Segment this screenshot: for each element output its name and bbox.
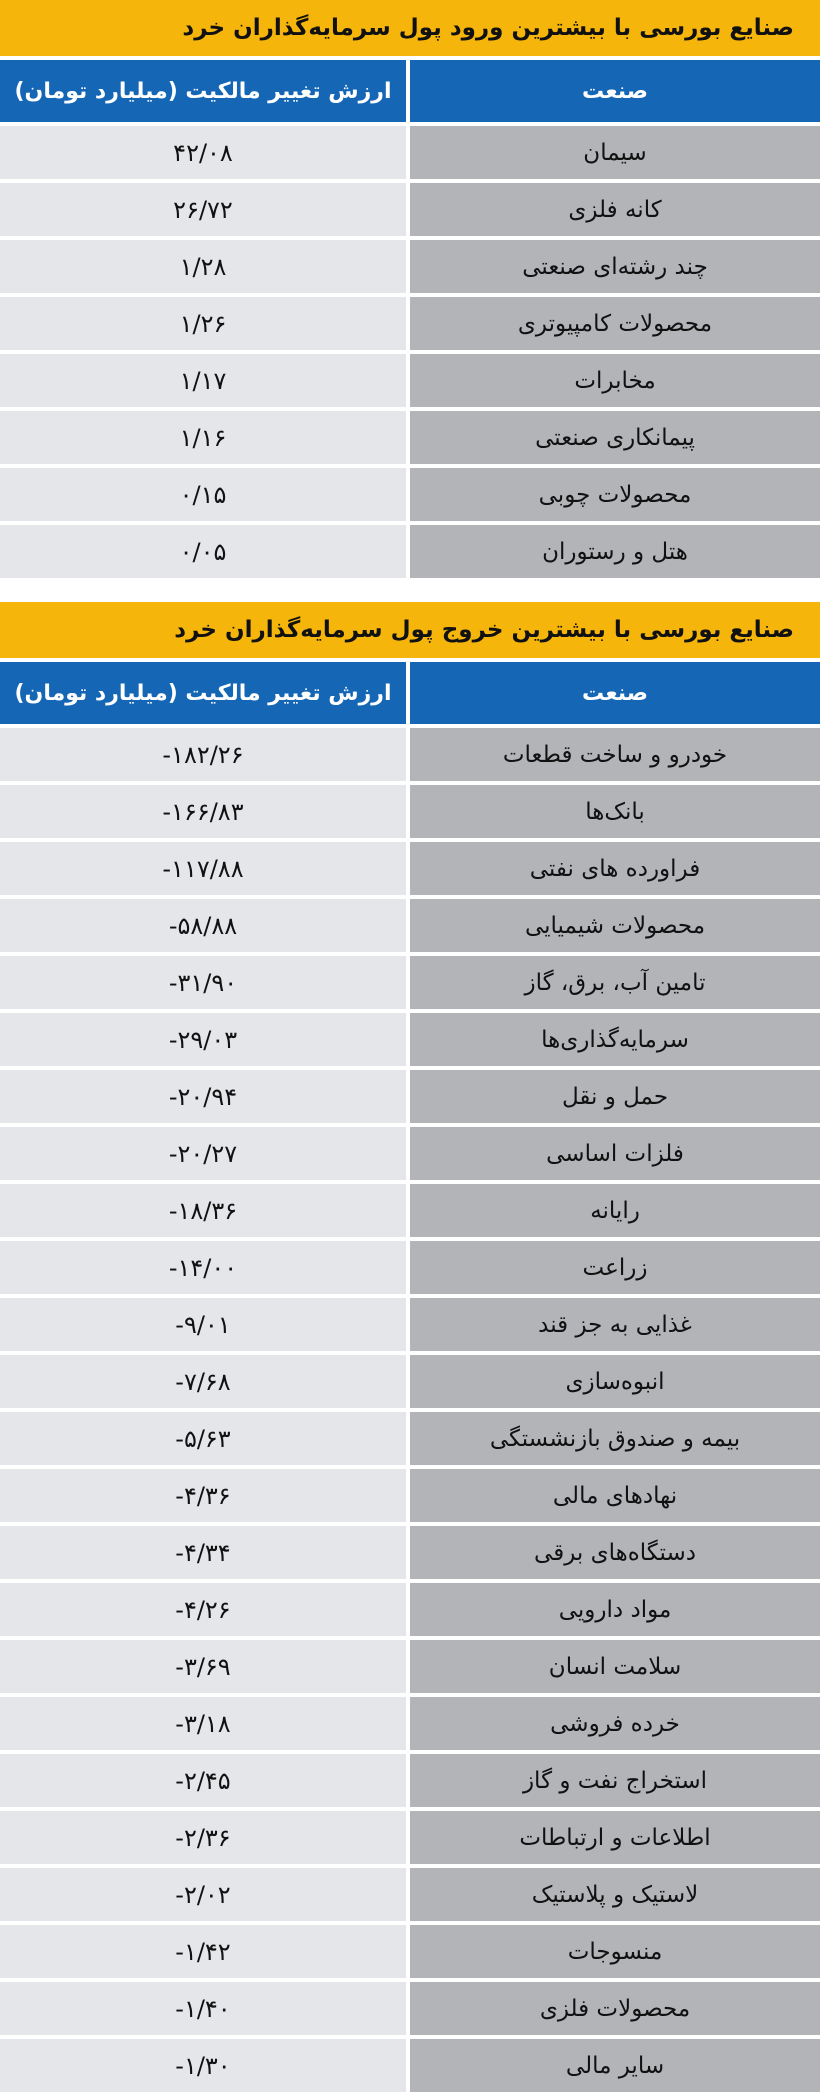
table-row: [0, 1355, 820, 1408]
table-row: [0, 126, 820, 179]
industry-cell: محصولات شیمیایی: [410, 899, 820, 952]
table-row: [0, 785, 820, 838]
table-row: [0, 1184, 820, 1237]
industry-cell: زراعت: [410, 1241, 820, 1294]
industry-cell: خرده فروشی: [410, 1697, 820, 1750]
industry-cell: هتل و رستوران: [410, 525, 820, 578]
table-row: [0, 728, 820, 781]
table-row: [0, 842, 820, 895]
value-cell: ۱/۲۶: [0, 297, 406, 350]
industry-cell: محصولات کامپیوتری: [410, 297, 820, 350]
value-cell: ۲۶/۷۲: [0, 183, 406, 236]
table-row: [0, 1070, 820, 1123]
value-cell: -۳/۶۹: [0, 1640, 406, 1693]
outflow-table-header: [0, 662, 820, 724]
industry-cell: مواد دارویی: [410, 1583, 820, 1636]
industry-cell: پیمانکاری صنعتی: [410, 411, 820, 464]
value-cell: -۳۱/۹۰: [0, 956, 406, 1009]
value-cell: ۰/۱۵: [0, 468, 406, 521]
industry-cell: لاستیک و پلاستیک: [410, 1868, 820, 1921]
value-cell: -۲۹/۰۳: [0, 1013, 406, 1066]
value-cell: ۱/۱۶: [0, 411, 406, 464]
value-cell: -۲/۳۶: [0, 1811, 406, 1864]
industry-cell: خودرو و ساخت قطعات: [410, 728, 820, 781]
inflow-table-title: صنایع بورسی با بیشترین ورود پول سرمایه‌گذاران خرد: [0, 0, 820, 56]
table-row: [0, 1925, 820, 1978]
industry-cell: تامین آب، برق، گاز: [410, 956, 820, 1009]
industry-cell: فلزات اساسی: [410, 1127, 820, 1180]
value-cell: -۴/۳۶: [0, 1469, 406, 1522]
table-row: [0, 1583, 820, 1636]
value-cell: -۱/۳۰: [0, 2039, 406, 2092]
table-row: [0, 183, 820, 236]
industry-cell: سایر مالی: [410, 2039, 820, 2092]
inflow-table-header: [0, 60, 820, 122]
table-row: [0, 1868, 820, 1921]
value-cell: -۱۸/۳۶: [0, 1184, 406, 1237]
value-cell: -۷/۶۸: [0, 1355, 406, 1408]
value-cell: -۲۰/۹۴: [0, 1070, 406, 1123]
table-row: [0, 1811, 820, 1864]
value-column-header: ارزش تغییر مالکیت (میلیارد تومان): [0, 662, 406, 724]
inflow-table: [0, 0, 820, 588]
industry-cell: اطلاعات و ارتباطات: [410, 1811, 820, 1864]
industry-cell: فراورده های نفتی: [410, 842, 820, 895]
table-row: [0, 354, 820, 407]
table-row: [0, 525, 820, 578]
table-row: [0, 1640, 820, 1693]
outflow-table-title: صنایع بورسی با بیشترین خروج پول سرمایه‌گذاران خرد: [0, 602, 820, 658]
table-row: [0, 1526, 820, 1579]
value-cell: -۱۶۶/۸۳: [0, 785, 406, 838]
table-row: [0, 1013, 820, 1066]
value-cell: -۲/۴۵: [0, 1754, 406, 1807]
industry-column-header: صنعت: [410, 662, 820, 724]
value-cell: -۴/۲۶: [0, 1583, 406, 1636]
industry-cell: نهادهای مالی: [410, 1469, 820, 1522]
table-row: [0, 899, 820, 952]
value-cell: -۱۱۷/۸۸: [0, 842, 406, 895]
table-row: [0, 1982, 820, 2035]
table-row: [0, 1412, 820, 1465]
industry-cell: کانه فلزی: [410, 183, 820, 236]
industry-column-header: صنعت: [410, 60, 820, 122]
industry-cell: محصولات چوبی: [410, 468, 820, 521]
industry-cell: استخراج نفت و گاز: [410, 1754, 820, 1807]
table-row: [0, 1127, 820, 1180]
industry-cell: انبوه‌سازی: [410, 1355, 820, 1408]
industry-cell: رایانه: [410, 1184, 820, 1237]
table-row: [0, 1241, 820, 1294]
industry-cell: چند رشته‌ای صنعتی: [410, 240, 820, 293]
value-cell: -۴/۳۴: [0, 1526, 406, 1579]
industry-cell: بانک‌ها: [410, 785, 820, 838]
value-cell: -۱۴/۰۰: [0, 1241, 406, 1294]
industry-cell: غذایی به جز قند: [410, 1298, 820, 1351]
industry-cell: منسوجات: [410, 1925, 820, 1978]
value-cell: -۲۰/۲۷: [0, 1127, 406, 1180]
table-row: [0, 411, 820, 464]
industry-cell: سیمان: [410, 126, 820, 179]
industry-cell: سلامت انسان: [410, 1640, 820, 1693]
industry-cell: سرمایه‌گذاری‌ها: [410, 1013, 820, 1066]
value-cell: -۱/۴۲: [0, 1925, 406, 1978]
value-cell: -۱۸۲/۲۶: [0, 728, 406, 781]
value-cell: -۱/۴۰: [0, 1982, 406, 2035]
table-row: [0, 1754, 820, 1807]
table-row: [0, 2039, 820, 2092]
value-cell: -۵/۶۳: [0, 1412, 406, 1465]
value-cell: -۹/۰۱: [0, 1298, 406, 1351]
value-cell: ۴۲/۰۸: [0, 126, 406, 179]
value-cell: -۳/۱۸: [0, 1697, 406, 1750]
value-cell: ۱/۲۸: [0, 240, 406, 293]
table-row: [0, 956, 820, 1009]
table-row: [0, 1697, 820, 1750]
industry-cell: حمل و نقل: [410, 1070, 820, 1123]
outflow-table: [0, 602, 820, 2092]
industry-cell: بیمه و صندوق بازنشستگی: [410, 1412, 820, 1465]
value-column-header: ارزش تغییر مالکیت (میلیارد تومان): [0, 60, 406, 122]
industry-cell: محصولات فلزی: [410, 1982, 820, 2035]
value-cell: ۰/۰۵: [0, 525, 406, 578]
table-row: [0, 240, 820, 293]
table-row: [0, 1469, 820, 1522]
industry-cell: مخابرات: [410, 354, 820, 407]
table-row: [0, 468, 820, 521]
value-cell: ۱/۱۷: [0, 354, 406, 407]
table-row: [0, 1298, 820, 1351]
industry-cell: دستگاه‌های برقی: [410, 1526, 820, 1579]
value-cell: -۵۸/۸۸: [0, 899, 406, 952]
table-row: [0, 297, 820, 350]
value-cell: -۲/۰۲: [0, 1868, 406, 1921]
